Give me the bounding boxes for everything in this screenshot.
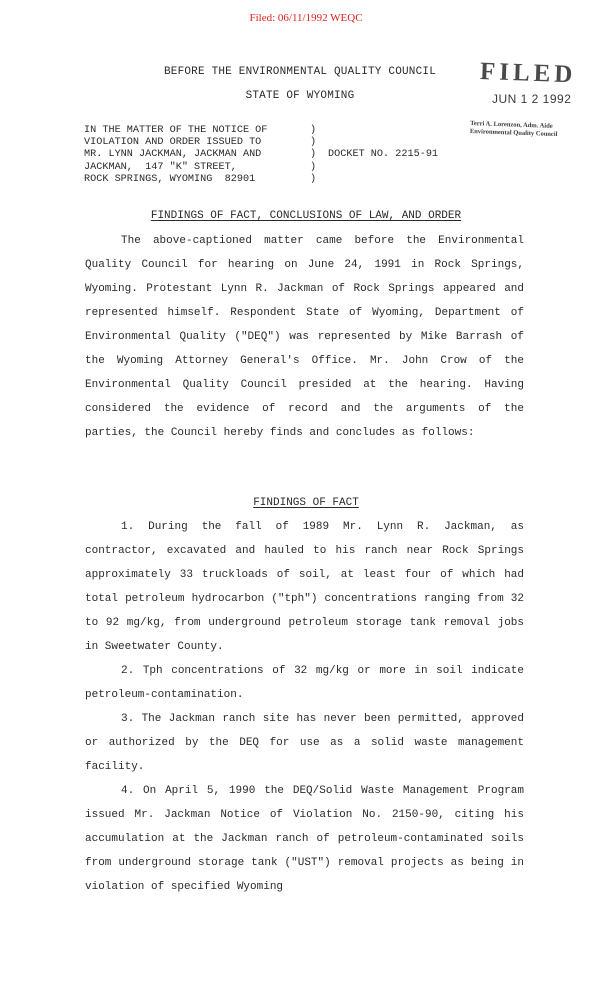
docket-number: DOCKET NO. 2215-91 bbox=[328, 149, 439, 160]
findings-section bbox=[85, 515, 524, 899]
finding-paragraph: 3. The Jackman ranch site has never been permitted, approved or authorized by the DEQ for use as a solid waste management facility. bbox=[85, 713, 524, 773]
state-title: STATE OF WYOMING bbox=[245, 90, 355, 102]
caption-line: IN THE MATTER OF THE NOTICE OF ) bbox=[84, 125, 317, 136]
intro-paragraph: The above-captioned matter came before the Environmental Quality Council for hearing on June 24, 1991 in Rock Springs, Wyoming. Protestant Lynn R. Jackman of Rock Springs appeared and represented himself. Respondent State of Wyoming, Department of Environmental Quality ("DEQ") was represented by Mike Barrash of the Wyoming Attorney General's Office. Mr. John Crow of the Environmental Quality Council presided at the hearing. Having considered the evidence of record and the arguments of the parties, the Council hereby finds and concludes as follows: bbox=[85, 235, 524, 439]
clerk-name: Terri A. Lorenzon, Adm. Aide bbox=[470, 120, 553, 130]
caption-line: VIOLATION AND ORDER ISSUED TO ) bbox=[84, 137, 317, 149]
finding-paragraph: 2. Tph concentrations of 32 mg/kg or more in soil indicate petroleum-contamination. bbox=[85, 665, 524, 701]
main-heading: FINDINGS OF FACT, CONCLUSIONS OF LAW, AND ORDER bbox=[150, 210, 462, 222]
caption-line: JACKMAN, 147 "K" STREET, ) bbox=[84, 161, 317, 173]
filed-stamp-word: FILED bbox=[479, 58, 577, 89]
filed-header: Filed: 06/11/1992 WEQC bbox=[249, 12, 363, 24]
intro-section bbox=[85, 229, 524, 445]
filed-stamp bbox=[469, 58, 605, 139]
case-caption bbox=[84, 125, 332, 186]
caption-line: MR. LYNN JACKMAN, JACKMAN AND ) bbox=[84, 149, 317, 161]
clerk-org: Environmental Quality Council bbox=[469, 128, 558, 139]
finding-paragraph: 4. On April 5, 1990 the DEQ/Solid Waste Management Program issued Mr. Jackman Notice of Violation No. 2150-90, citing his accumulation at the Jackman ranch of petroleum-contaminated soils from underground storage tank ("UST") removal projects as being in violation of specified Wyoming bbox=[85, 785, 524, 893]
filed-stamp-date: JUN 1 2 1992 bbox=[492, 92, 572, 106]
filed-stamp-clerk bbox=[470, 120, 605, 141]
council-title: BEFORE THE ENVIRONMENTAL QUALITY COUNCIL bbox=[163, 66, 437, 78]
caption-line: ROCK SPRINGS, WYOMING 82901 ) bbox=[84, 173, 317, 185]
findings-heading: FINDINGS OF FACT bbox=[253, 497, 359, 509]
finding-paragraph: 1. During the fall of 1989 Mr. Lynn R. Jackman, as contractor, excavated and hauled to his ranch near Rock Springs approximately 33 truckloads of soil, at least four of which had total petroleum hydrocarbon ("tph") concentrations ranging from 32 to 92 mg/kg, from underground petroleum storage tank removal jobs in Sweetwater County. bbox=[85, 521, 524, 653]
